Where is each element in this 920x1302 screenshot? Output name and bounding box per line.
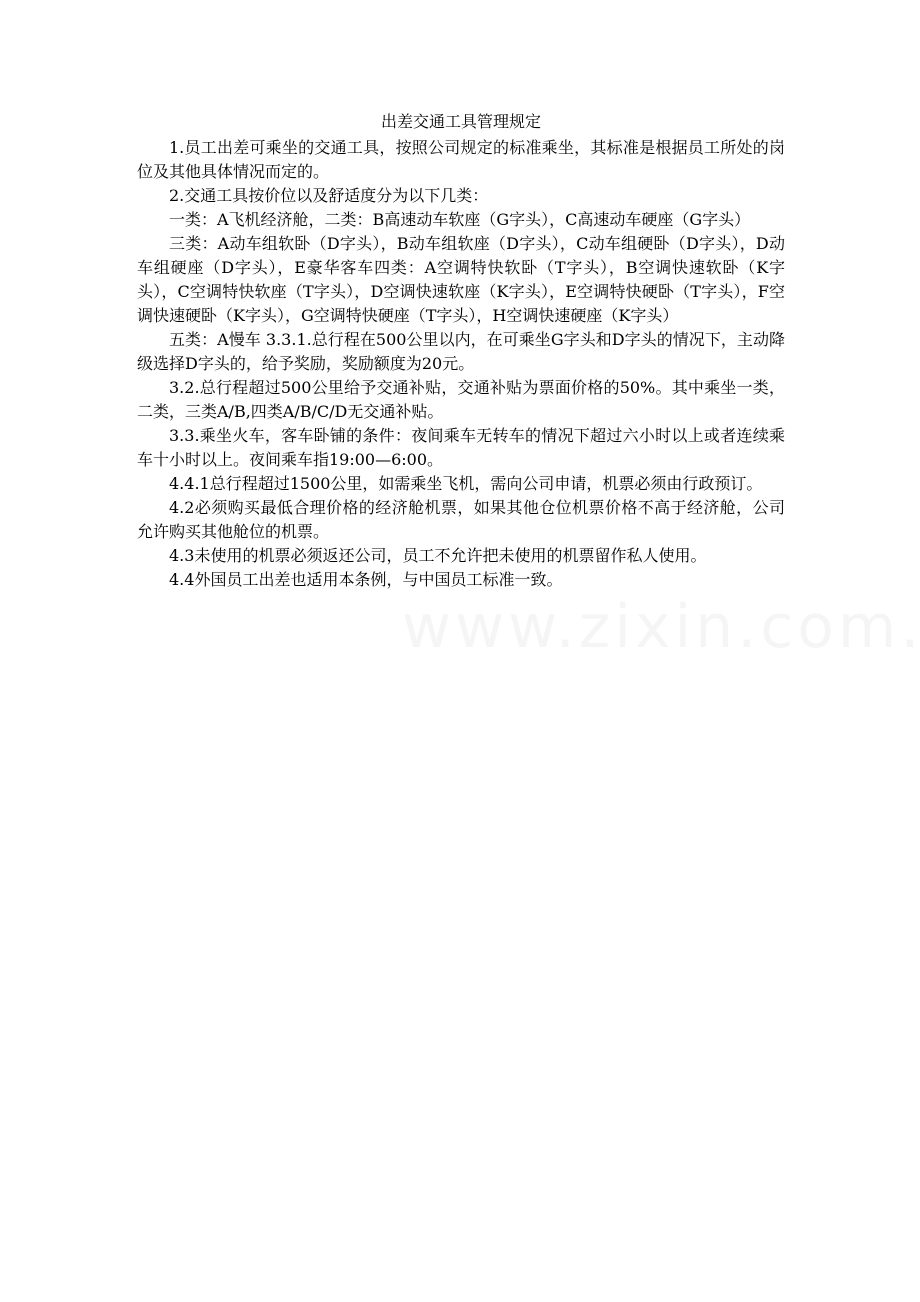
paragraph-7: 3.3.乘坐火车，客车卧铺的条件：夜间乘车无转车的情况下超过六小时以上或者连续乘车十小时以上。夜间乘车指19:00—6:00。 — [137, 426, 785, 469]
paragraph-3: 一类：A飞机经济舱，二类：B高速动车软座（G字头），C高速动车硬座（G字头） — [169, 210, 751, 229]
paragraph-2: 2.交通工具按价位以及舒适度分为以下几类： — [169, 186, 489, 205]
paragraph-9: 4.2必须购买最低合理价格的经济舱机票，如果其他仓位机票价格不高于经济舱，公司允许购买其他舱位的机票。 — [137, 498, 785, 541]
paragraph-10: 4.3未使用的机票必须返还公司，员工不允许把未使用的机票留作私人使用。 — [169, 546, 707, 565]
paragraph-4: 三类：A动车组软卧（D字头），B动车组软座（D字头），C动车组硬卧（D字头），D动车组硬座（D字头），E豪华客车四类：A空调特快软卧（T字头），B空调快速软卧（K字头），C空调特快软座（T字头），D空调快速软座（K字头），E空调特快硬卧（T字头），F空调快速硬卧（K字头），G空调特快硬座（T字头），H空调快速硬座（K字头） — [137, 234, 785, 325]
paragraph-6: 3.2.总行程超过500公里给予交通补贴，交通补贴为票面价格的50%。其中乘坐一类，二类，三类A/B,四类A/B/C/D无交通补贴。 — [137, 378, 785, 421]
paragraph-5: 五类：A慢车 3.3.1.总行程在500公里以内，在可乘坐G字头和D字头的情况下，主动降级选择D字头的，给予奖励，奖励额度为20元。 — [137, 330, 785, 373]
paragraph-11: 4.4外国员工出差也适用本条例，与中国员工标准一致。 — [169, 570, 563, 589]
document-body — [137, 110, 785, 592]
paragraph-8: 4.4.1总行程超过1500公里，如需乘坐飞机，需向公司申请，机票必须由行政预订。 — [169, 474, 763, 493]
watermark — [402, 592, 920, 662]
paragraph-1: 1.员工出差可乘坐的交通工具，按照公司规定的标准乘坐，其标准是根据员工所处的岗位及其他具体情况而定的。 — [137, 138, 785, 181]
document-title: 出差交通工具管理规定 — [380, 112, 541, 131]
